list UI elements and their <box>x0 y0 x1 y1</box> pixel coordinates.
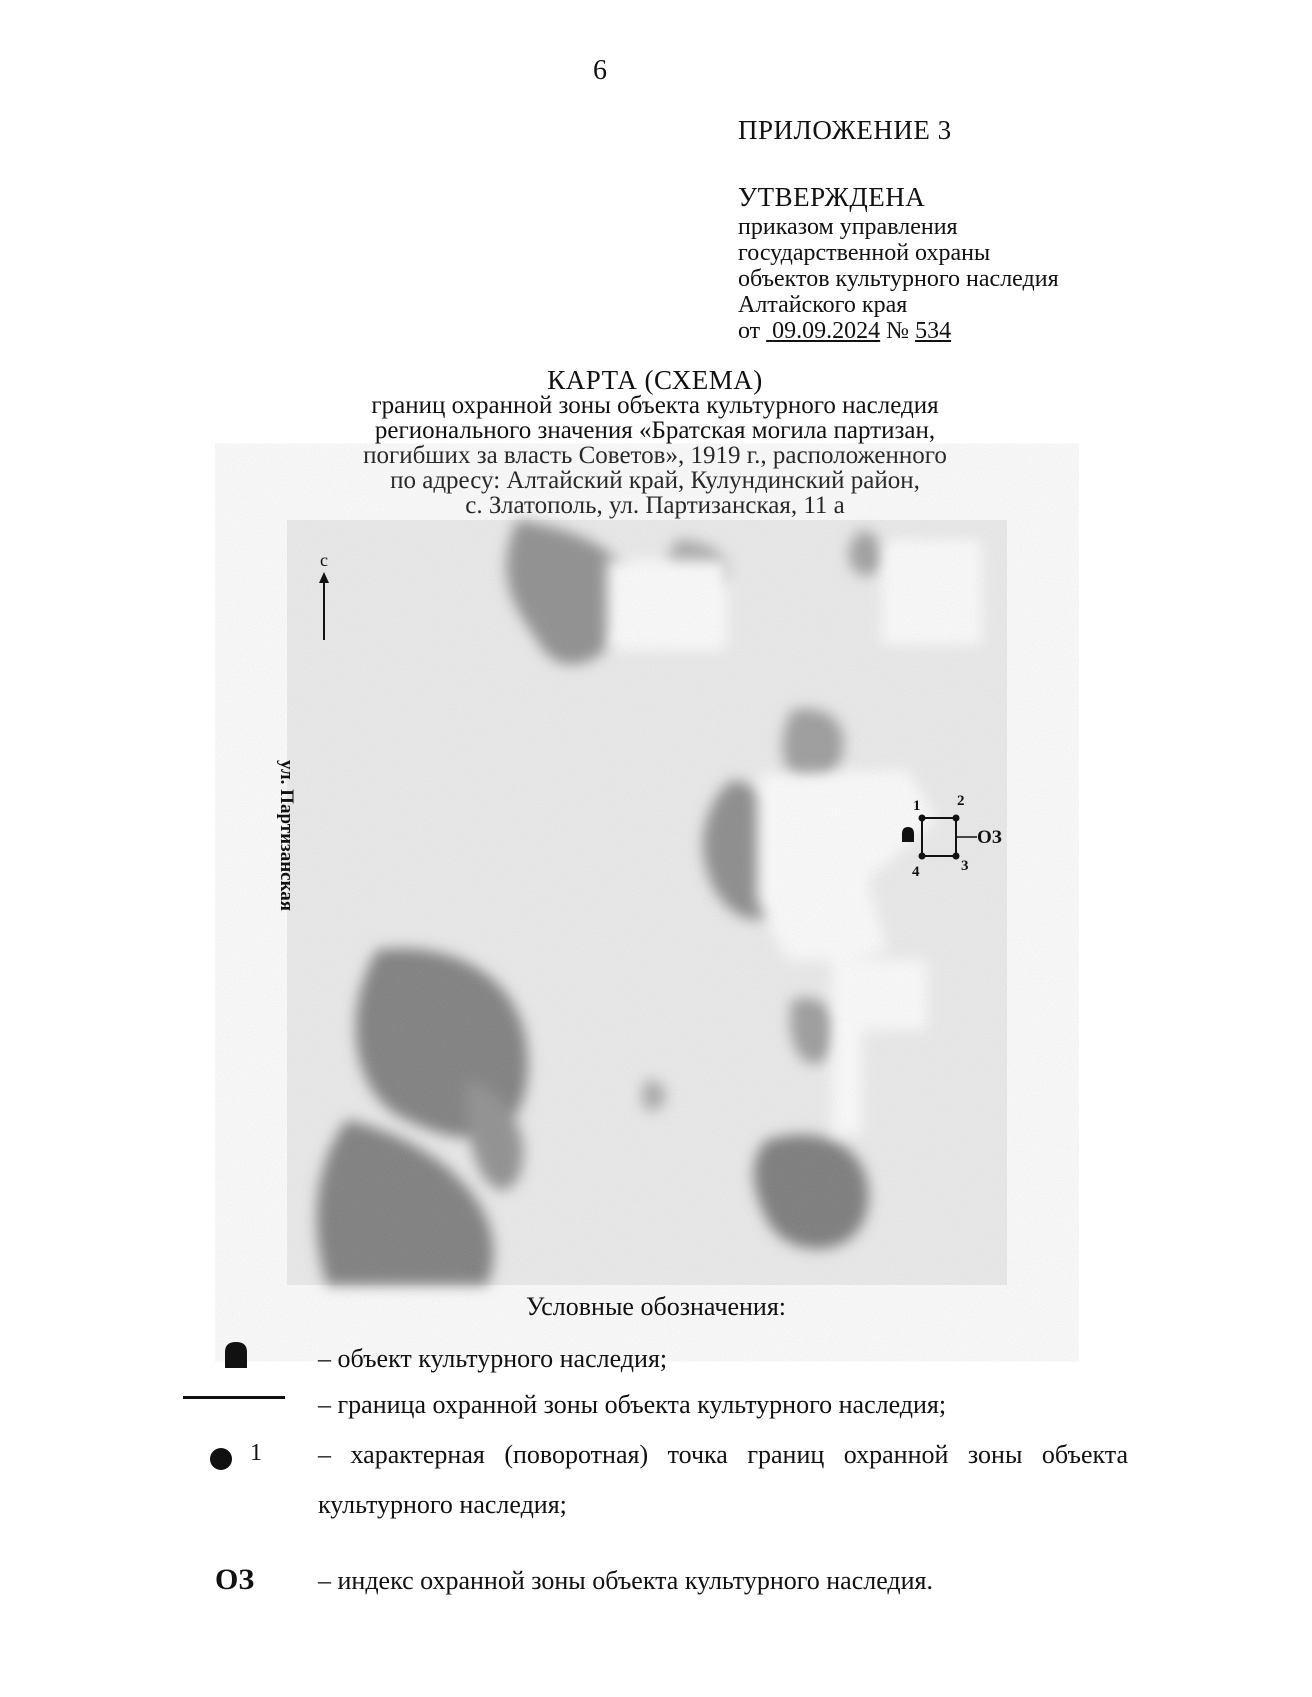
appendix-label: ПРИЛОЖЕНИЕ 3 <box>738 115 952 145</box>
point-label: 4 <box>912 864 920 880</box>
point-label: 1 <box>913 798 921 814</box>
legend-monument-symbol <box>223 1340 249 1375</box>
turning-point <box>953 853 960 860</box>
number-prefix: № <box>886 318 910 344</box>
zone-index-label: ОЗ <box>977 827 1002 848</box>
approval-heading: УТВЕРЖДЕНА <box>738 182 926 212</box>
north-label: с <box>320 550 328 570</box>
monument-icon <box>902 827 914 842</box>
map-grain <box>287 520 1007 1285</box>
title-heading: КАРТА (СХЕМА) <box>547 365 763 395</box>
legend-point-symbol <box>210 1448 232 1470</box>
approval-number: 534 <box>915 318 952 344</box>
legend-point-text-cont: культурного наследия; <box>318 1490 567 1519</box>
approval-line: государственной охраны <box>738 240 991 266</box>
title-line: границ охранной зоны объекта культурного наследия <box>371 392 939 419</box>
legend-index-text: – индекс охранной зоны объекта культурного наследия. <box>318 1566 934 1595</box>
approval-block <box>738 214 1059 344</box>
title-line: погибших за власть Советов», 1919 г., расположенного <box>363 442 947 469</box>
legend-index-symbol: ОЗ <box>215 1563 255 1596</box>
street-label: ул. Партизанская <box>276 760 297 912</box>
approval-line: Алтайского края <box>738 292 908 318</box>
title-line: регионального значения «Братская могила партизан, <box>374 417 936 444</box>
map-image <box>276 520 1007 1285</box>
approval-line: приказом управления <box>738 214 958 240</box>
turning-point <box>919 815 926 822</box>
legend-monument-text: – объект культурного наследия; <box>318 1344 668 1373</box>
turning-point <box>953 815 960 822</box>
point-label: 3 <box>961 858 969 874</box>
document-title <box>260 365 1050 519</box>
approval-date-line <box>738 318 1059 344</box>
legend-boundary-symbol <box>183 1396 285 1399</box>
point-label: 2 <box>957 793 965 809</box>
title-line: по адресу: Алтайский край, Кулундинский район, <box>390 467 920 494</box>
aerial-map <box>276 520 1007 1285</box>
turning-point <box>919 853 926 860</box>
monument-icon <box>223 1340 249 1370</box>
legend-point-text: – характерная (поворотная) точка границ охранной зоны объекта <box>318 1440 1128 1469</box>
legend-boundary-text: – граница охранной зоны объекта культурного наследия; <box>318 1390 947 1419</box>
page-number: 6 <box>593 55 607 86</box>
date-prefix: от <box>738 318 761 344</box>
approval-date: 09.09.2024 <box>772 318 881 344</box>
title-line: с. Златополь, ул. Партизанская, 11 а <box>465 492 845 519</box>
approval-line: объектов культурного наследия <box>738 266 1059 292</box>
legend-point-number: 1 <box>250 1440 262 1466</box>
legend-title: Условные обозначения: <box>525 1292 787 1321</box>
